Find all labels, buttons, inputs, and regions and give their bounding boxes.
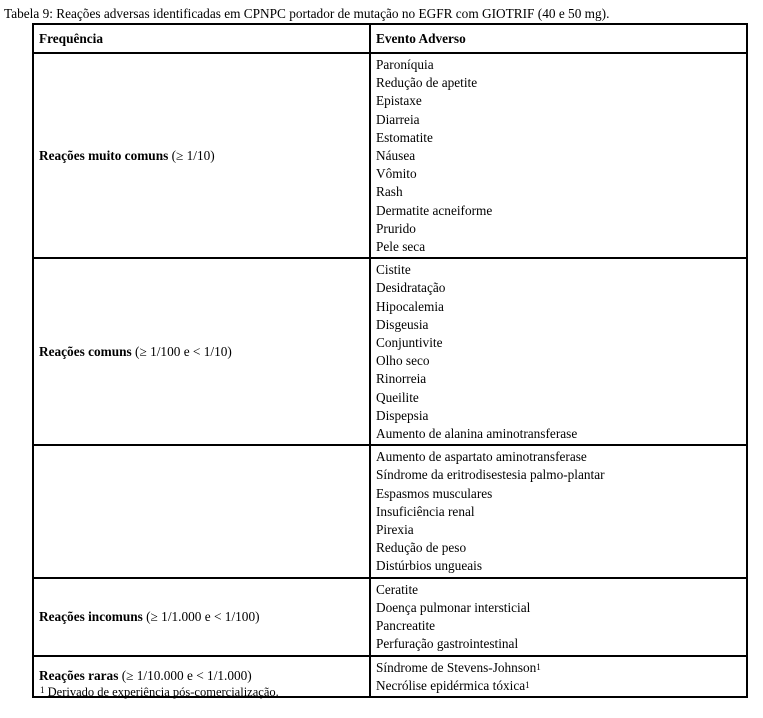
adverse-event-item [376,238,741,256]
header-adverse-event: Evento Adverso [370,24,747,53]
adverse-event-item [376,539,741,557]
adverse-event-item [376,635,741,653]
table-row [33,445,747,577]
frequency-range: (≥ 1/10.000 e < 1/1.000) [118,668,252,684]
table-body [33,53,747,697]
adverse-event-name: Redução de peso [376,540,467,556]
adverse-event-cell [370,53,747,258]
adverse-event-item [376,557,741,575]
adverse-event-name: Epistaxe [376,93,422,109]
adverse-event-item [376,425,741,443]
adverse-event-item [376,220,741,238]
adverse-event-name: Aumento de aspartato aminotransferase [376,449,587,465]
footnote-reference: 1 [525,679,530,690]
adverse-event-item [376,485,741,503]
table-header-row [33,24,747,53]
adverse-event-item [376,677,741,695]
adverse-event-item [376,165,741,183]
adverse-event-name: Paroníquia [376,57,434,72]
adverse-event-item [376,92,741,110]
frequency-cell [33,578,370,656]
adverse-event-name: Necrólise epidérmica tóxica [376,677,526,693]
adverse-event-name: Síndrome de Stevens-Johnson [376,659,537,675]
frequency-range: (≥ 1/1.000 e < 1/100) [142,608,260,624]
adverse-event-name: Síndrome da eritrodisestesia palmo-plantar [376,467,605,483]
adverse-event-name: Insuficiência renal [376,503,475,519]
adverse-event-name: Rinorreia [376,371,427,387]
adverse-event-cell [370,445,747,577]
adverse-event-item [376,56,741,74]
adverse-event-name: Rash [376,184,403,200]
adverse-event-name: Ceratite [376,581,419,597]
adverse-event-name: Dermatite acneiforme [376,202,493,218]
adverse-event-name: Queilite [376,389,419,405]
adverse-event-name: Pancreatite [376,618,436,634]
adverse-event-item [376,407,741,425]
adverse-event-name: Vômito [376,166,417,182]
adverse-event-name: Distúrbios ungueais [376,558,482,574]
footnote-marker: 1 [40,685,45,695]
footnote [40,684,279,700]
header-frequency: Frequência [33,24,370,53]
adverse-event-item [376,503,741,521]
adverse-event-list [376,259,741,444]
adverse-event-item [376,334,741,352]
frequency-category: Reações raras [39,668,119,684]
table-row [33,578,747,656]
adverse-event-name: Redução de apetite [376,75,478,91]
adverse-event-name: Estomatite [376,129,433,145]
frequency-category: Reações incomuns [39,608,143,624]
frequency-range: (≥ 1/100 e < 1/10) [131,343,232,359]
table-row [33,258,747,445]
frequency-range: (≥ 1/10) [168,147,215,163]
footnote-text: Derivado de experiência pós-comercialização. [44,685,279,699]
adverse-event-item [376,111,741,129]
adverse-event-name: Náusea [376,148,416,164]
footnote-reference: 1 [536,661,541,672]
adverse-event-name: Doença pulmonar intersticial [376,599,531,615]
adverse-event-item [376,521,741,539]
adverse-event-item [376,659,741,677]
adverse-event-item [376,581,741,599]
adverse-event-name: Aumento de alanina aminotransferase [376,426,578,442]
adverse-event-name: Disgeusia [376,316,429,332]
adverse-event-name: Perfuração gastrointestinal [376,636,519,652]
adverse-event-item [376,599,741,617]
adverse-event-list [376,54,741,257]
adverse-event-item [376,316,741,334]
adverse-event-item [376,147,741,165]
adverse-event-list [376,657,741,696]
adverse-event-list [376,446,741,576]
adverse-event-item [376,261,741,279]
adverse-event-cell [370,656,747,697]
frequency-cell [33,53,370,258]
adverse-event-name: Olho seco [376,353,430,369]
adverse-event-item [376,74,741,92]
table-row [33,53,747,258]
adverse-event-item [376,389,741,407]
adverse-event-name: Dispepsia [376,407,429,423]
adverse-event-item [376,617,741,635]
adverse-event-item [376,370,741,388]
adverse-event-item [376,129,741,147]
adverse-event-name: Desidratação [376,280,446,296]
adverse-event-item [376,183,741,201]
adverse-event-item [376,298,741,316]
adverse-event-name: Cistite [376,262,411,278]
adverse-event-name: Prurido [376,220,416,236]
frequency-cell [33,445,370,577]
adverse-event-item [376,352,741,370]
frequency-cell [33,258,370,445]
adverse-event-name: Hipocalemia [376,298,444,314]
frequency-category: Reações muito comuns [39,147,169,163]
adverse-event-name: Pele seca [376,239,426,255]
adverse-event-item [376,202,741,220]
frequency-category: Reações comuns [39,343,132,359]
adverse-event-name: Conjuntivite [376,335,443,351]
table-caption: Tabela 9: Reações adversas identificadas em CPNPC portador de mutação no EGFR com GIOTRIF (40 e 50 mg). [4,6,610,21]
adverse-event-item [376,279,741,297]
adverse-event-list [376,579,741,655]
adverse-event-item [376,466,741,484]
adverse-reactions-table [32,23,748,698]
adverse-event-cell [370,578,747,656]
adverse-event-name: Diarreia [376,111,420,127]
adverse-event-name: Pirexia [376,522,414,538]
adverse-event-cell [370,258,747,445]
adverse-event-name: Espasmos musculares [376,485,493,501]
adverse-event-item [376,448,741,466]
